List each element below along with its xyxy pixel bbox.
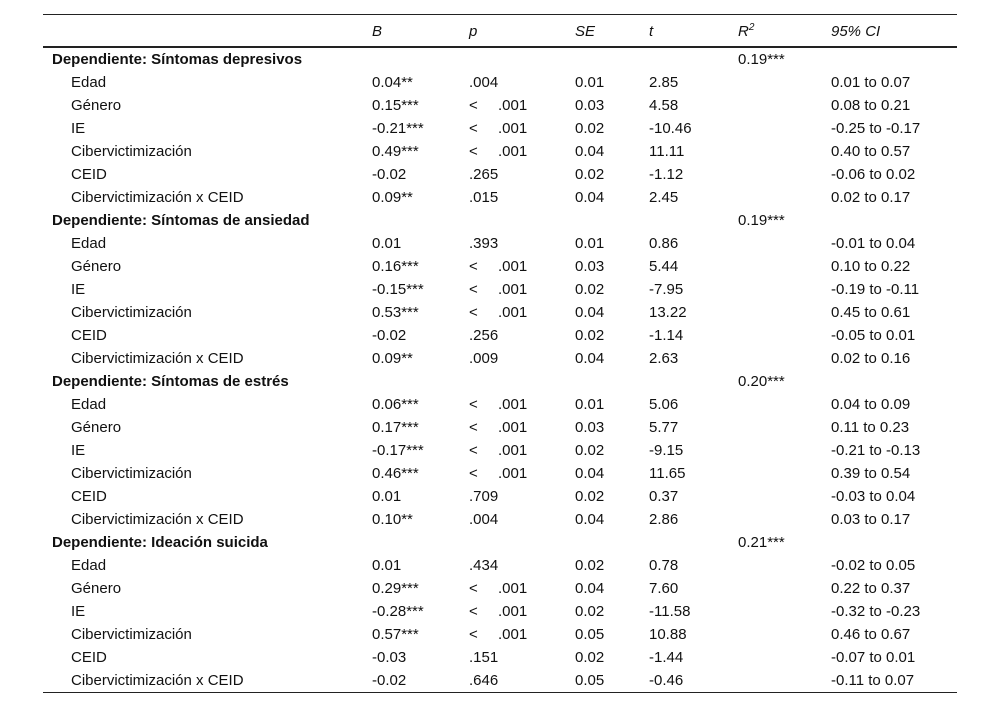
less-than-sign: < xyxy=(469,97,478,114)
se-value: 0.02 xyxy=(575,120,605,137)
se-value: 0.02 xyxy=(575,166,605,183)
b-value: 0.04** xyxy=(372,74,413,91)
bottom-rule xyxy=(43,692,957,693)
p-value-cell xyxy=(469,554,498,577)
se-value: 0.02 xyxy=(575,603,605,620)
p-value: .265 xyxy=(469,166,499,183)
t-value: -1.14 xyxy=(649,327,684,344)
t-value: 0.37 xyxy=(649,488,679,505)
table-row xyxy=(43,485,957,508)
ci-value: 0.02 to 0.16 xyxy=(831,350,911,367)
ci-value: 0.22 to 0.37 xyxy=(831,580,911,597)
se-value: 0.04 xyxy=(575,511,605,528)
ci-value: 0.03 to 0.17 xyxy=(831,511,911,528)
table-row xyxy=(43,71,957,94)
p-value-cell xyxy=(469,186,498,209)
b-value: 0.15*** xyxy=(372,97,419,114)
table-row xyxy=(43,577,957,600)
t-value: 5.44 xyxy=(649,258,679,275)
t-value: 2.45 xyxy=(649,189,679,206)
predictor-label: Género xyxy=(71,419,122,436)
b-value: -0.02 xyxy=(372,166,407,183)
se-value: 0.02 xyxy=(575,488,605,505)
b-value: 0.29*** xyxy=(372,580,419,597)
p-value: .001 xyxy=(498,580,528,597)
p-value-cell xyxy=(469,646,498,669)
predictor-label: Cibervictimización x CEID xyxy=(71,189,244,206)
predictor-label: Cibervictimización x CEID xyxy=(71,511,244,528)
ci-value: -0.32 to -0.23 xyxy=(831,603,921,620)
predictor-label: Cibervictimización xyxy=(71,304,192,321)
table-row xyxy=(43,600,957,623)
ci-value: -0.21 to -0.13 xyxy=(831,442,921,459)
group-title: Dependiente: Síntomas depresivos xyxy=(52,51,303,68)
p-value-cell xyxy=(469,393,527,416)
p-value-cell xyxy=(469,577,527,600)
p-value-cell xyxy=(469,117,527,140)
header-b: B xyxy=(372,23,383,40)
p-value-cell xyxy=(469,94,527,117)
t-value: -1.44 xyxy=(649,649,684,666)
table-row xyxy=(43,117,957,140)
se-value: 0.03 xyxy=(575,419,605,436)
group-header-row xyxy=(43,531,957,554)
p-value: .004 xyxy=(469,74,499,91)
table-row xyxy=(43,140,957,163)
t-value: -1.12 xyxy=(649,166,684,183)
table-row xyxy=(43,278,957,301)
p-value: .001 xyxy=(498,442,528,459)
table-row xyxy=(43,232,957,255)
predictor-label: CEID xyxy=(71,488,107,505)
p-value: .001 xyxy=(498,120,528,137)
t-value: 4.58 xyxy=(649,97,679,114)
header-p: p xyxy=(469,23,478,40)
se-value: 0.02 xyxy=(575,327,605,344)
t-value: -11.58 xyxy=(649,603,691,620)
group-header-row xyxy=(43,48,957,71)
p-value-cell xyxy=(469,140,527,163)
b-value: -0.02 xyxy=(372,327,407,344)
predictor-label: IE xyxy=(71,603,86,620)
ci-value: 0.10 to 0.22 xyxy=(831,258,911,275)
p-value-cell xyxy=(469,324,498,347)
p-value-cell xyxy=(469,416,527,439)
p-value: .001 xyxy=(498,258,528,275)
t-value: -7.95 xyxy=(649,281,684,298)
ci-value: -0.02 to 0.05 xyxy=(831,557,916,574)
se-value: 0.04 xyxy=(575,143,605,160)
se-value: 0.05 xyxy=(575,672,605,689)
b-value: 0.57*** xyxy=(372,626,419,643)
b-value: 0.17*** xyxy=(372,419,419,436)
predictor-label: Género xyxy=(71,258,122,275)
se-value: 0.04 xyxy=(575,350,605,367)
se-value: 0.01 xyxy=(575,235,605,252)
table-row xyxy=(43,439,957,462)
b-value: 0.01 xyxy=(372,488,402,505)
p-value: .001 xyxy=(498,143,528,160)
ci-value: -0.07 to 0.01 xyxy=(831,649,916,666)
p-value: .256 xyxy=(469,327,499,344)
header-r2-sup: 2 xyxy=(748,22,755,33)
se-value: 0.01 xyxy=(575,396,605,413)
t-value: 2.63 xyxy=(649,350,679,367)
predictor-label: Edad xyxy=(71,235,107,252)
p-value-cell xyxy=(469,623,527,646)
predictor-label: Género xyxy=(71,580,122,597)
predictor-label: IE xyxy=(71,120,86,137)
p-value: .015 xyxy=(469,189,499,206)
header-r2 xyxy=(738,15,754,48)
p-value-cell xyxy=(469,278,527,301)
table-row xyxy=(43,462,957,485)
ci-value: -0.06 to 0.02 xyxy=(831,166,916,183)
se-value: 0.04 xyxy=(575,465,605,482)
ci-value: 0.39 to 0.54 xyxy=(831,465,911,482)
b-value: 0.01 xyxy=(372,235,402,252)
p-value-cell xyxy=(469,255,527,278)
header-t: t xyxy=(649,23,654,40)
p-value-cell xyxy=(469,232,498,255)
less-than-sign: < xyxy=(469,281,478,298)
ci-value: -0.05 to 0.01 xyxy=(831,327,916,344)
group-header-row xyxy=(43,209,957,232)
ci-value: -0.11 to 0.07 xyxy=(831,672,915,689)
b-value: 0.09** xyxy=(372,350,413,367)
group-r2: 0.19*** xyxy=(738,212,785,229)
p-value: .009 xyxy=(469,350,499,367)
table-row xyxy=(43,508,957,531)
b-value: -0.02 xyxy=(372,672,407,689)
header-se: SE xyxy=(575,23,596,40)
p-value: .393 xyxy=(469,235,499,252)
b-value: -0.03 xyxy=(372,649,407,666)
less-than-sign: < xyxy=(469,258,478,275)
t-value: 5.06 xyxy=(649,396,679,413)
ci-value: 0.40 to 0.57 xyxy=(831,143,911,160)
b-value: -0.21*** xyxy=(372,120,424,137)
predictor-label: Género xyxy=(71,97,122,114)
b-value: 0.09** xyxy=(372,189,413,206)
p-value: .001 xyxy=(498,603,528,620)
b-value: 0.01 xyxy=(372,557,402,574)
less-than-sign: < xyxy=(469,419,478,436)
p-value: .001 xyxy=(498,97,528,114)
p-value: .001 xyxy=(498,281,528,298)
less-than-sign: < xyxy=(469,442,478,459)
ci-value: 0.02 to 0.17 xyxy=(831,189,911,206)
group-r2: 0.21*** xyxy=(738,534,785,551)
predictor-label: Cibervictimización xyxy=(71,465,192,482)
t-value: 7.60 xyxy=(649,580,679,597)
p-value: .001 xyxy=(498,465,528,482)
header-ci: 95% CI xyxy=(831,23,881,40)
ci-value: 0.04 to 0.09 xyxy=(831,396,911,413)
se-value: 0.02 xyxy=(575,442,605,459)
se-value: 0.05 xyxy=(575,626,605,643)
group-header-row xyxy=(43,370,957,393)
p-value-cell xyxy=(469,462,527,485)
se-value: 0.01 xyxy=(575,74,605,91)
p-value-cell xyxy=(469,347,498,370)
table-row xyxy=(43,301,957,324)
t-value: 2.85 xyxy=(649,74,679,91)
t-value: 10.88 xyxy=(649,626,687,643)
t-value: 0.86 xyxy=(649,235,679,252)
predictor-label: Edad xyxy=(71,396,107,413)
predictor-label: Cibervictimización x CEID xyxy=(71,672,244,689)
t-value: 13.22 xyxy=(649,304,687,321)
se-value: 0.04 xyxy=(575,580,605,597)
predictor-label: CEID xyxy=(71,327,107,344)
b-value: 0.10** xyxy=(372,511,413,528)
b-value: 0.53*** xyxy=(372,304,419,321)
se-value: 0.04 xyxy=(575,189,605,206)
less-than-sign: < xyxy=(469,143,478,160)
ci-value: 0.45 to 0.61 xyxy=(831,304,911,321)
t-value: -9.15 xyxy=(649,442,684,459)
p-value: .001 xyxy=(498,419,528,436)
predictor-label: Edad xyxy=(71,74,107,91)
p-value-cell xyxy=(469,669,498,692)
p-value: .646 xyxy=(469,672,499,689)
b-value: 0.16*** xyxy=(372,258,419,275)
p-value: .434 xyxy=(469,557,499,574)
predictor-label: Cibervictimización xyxy=(71,626,192,643)
p-value-cell xyxy=(469,301,527,324)
ci-value: 0.46 to 0.67 xyxy=(831,626,911,643)
table-row xyxy=(43,416,957,439)
p-value: .709 xyxy=(469,488,499,505)
less-than-sign: < xyxy=(469,603,478,620)
predictor-label: CEID xyxy=(71,166,107,183)
p-value-cell xyxy=(469,600,527,623)
b-value: -0.15*** xyxy=(372,281,424,298)
p-value: .004 xyxy=(469,511,499,528)
p-value: .001 xyxy=(498,396,528,413)
se-value: 0.02 xyxy=(575,557,605,574)
less-than-sign: < xyxy=(469,580,478,597)
p-value-cell xyxy=(469,439,527,462)
group-r2: 0.19*** xyxy=(738,51,785,68)
se-value: 0.03 xyxy=(575,97,605,114)
table-row xyxy=(43,94,957,117)
t-value: 2.86 xyxy=(649,511,679,528)
table-row xyxy=(43,163,957,186)
predictor-label: Edad xyxy=(71,557,107,574)
t-value: 11.65 xyxy=(649,465,686,482)
p-value-cell xyxy=(469,485,498,508)
ci-value: -0.03 to 0.04 xyxy=(831,488,916,505)
p-value-cell xyxy=(469,163,498,186)
predictor-label: IE xyxy=(71,442,86,459)
se-value: 0.03 xyxy=(575,258,605,275)
table-body xyxy=(43,48,957,692)
table-row xyxy=(43,623,957,646)
regression-table xyxy=(43,14,957,693)
se-value: 0.04 xyxy=(575,304,605,321)
t-value: -0.46 xyxy=(649,672,684,689)
t-value: -10.46 xyxy=(649,120,692,137)
se-value: 0.02 xyxy=(575,649,605,666)
b-value: -0.17*** xyxy=(372,442,424,459)
b-value: 0.46*** xyxy=(372,465,419,482)
ci-value: 0.08 to 0.21 xyxy=(831,97,911,114)
p-value-cell xyxy=(469,508,498,531)
p-value: .151 xyxy=(469,649,499,666)
less-than-sign: < xyxy=(469,120,478,137)
predictor-label: Cibervictimización x CEID xyxy=(71,350,244,367)
predictor-label: Cibervictimización xyxy=(71,143,192,160)
less-than-sign: < xyxy=(469,626,478,643)
less-than-sign: < xyxy=(469,396,478,413)
less-than-sign: < xyxy=(469,465,478,482)
group-r2: 0.20*** xyxy=(738,373,785,390)
p-value: .001 xyxy=(498,626,528,643)
group-title: Dependiente: Síntomas de estrés xyxy=(52,373,289,390)
predictor-label: IE xyxy=(71,281,86,298)
table-row xyxy=(43,554,957,577)
ci-value: 0.01 to 0.07 xyxy=(831,74,911,91)
table-row xyxy=(43,347,957,370)
t-value: 11.11 xyxy=(649,143,685,160)
table-row xyxy=(43,669,957,692)
less-than-sign: < xyxy=(469,304,478,321)
b-value: 0.49*** xyxy=(372,143,419,160)
header-r2-base: R xyxy=(738,23,749,40)
ci-value: -0.19 to -0.11 xyxy=(831,281,920,298)
header-row xyxy=(43,15,957,46)
ci-value: -0.25 to -0.17 xyxy=(831,120,921,137)
ci-value: -0.01 to 0.04 xyxy=(831,235,916,252)
p-value: .001 xyxy=(498,304,528,321)
se-value: 0.02 xyxy=(575,281,605,298)
table-row xyxy=(43,393,957,416)
group-title: Dependiente: Ideación suicida xyxy=(52,534,268,551)
ci-value: 0.11 to 0.23 xyxy=(831,419,910,436)
b-value: 0.06*** xyxy=(372,396,419,413)
table-row xyxy=(43,646,957,669)
b-value: -0.28*** xyxy=(372,603,424,620)
table-row xyxy=(43,324,957,347)
t-value: 0.78 xyxy=(649,557,679,574)
table-row xyxy=(43,186,957,209)
group-title: Dependiente: Síntomas de ansiedad xyxy=(52,212,310,229)
t-value: 5.77 xyxy=(649,419,679,436)
p-value-cell xyxy=(469,71,498,94)
predictor-label: CEID xyxy=(71,649,107,666)
table-row xyxy=(43,255,957,278)
